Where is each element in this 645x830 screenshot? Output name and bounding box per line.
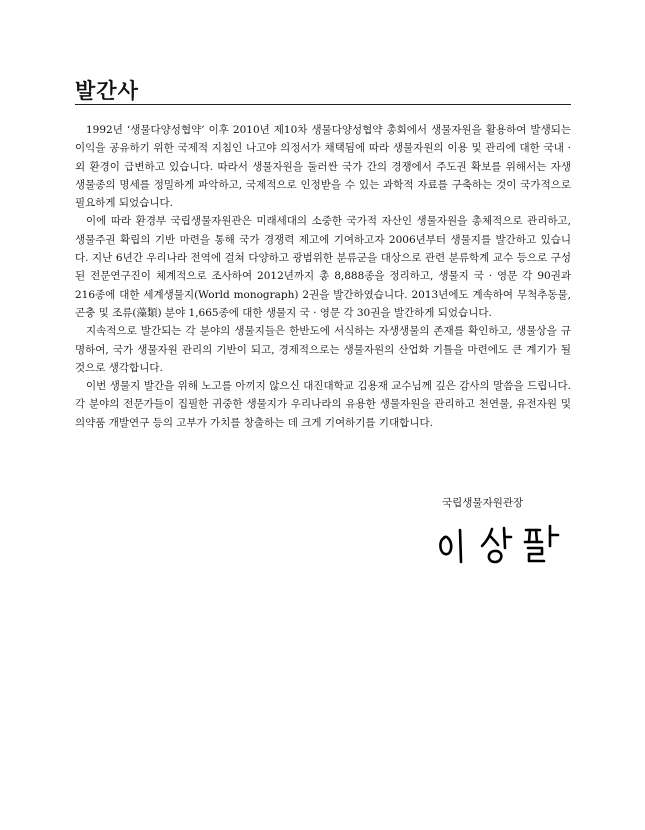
signatory-position: 국립생물자원관장 xyxy=(442,497,524,509)
handwritten-signature xyxy=(430,520,570,568)
document-body xyxy=(75,121,571,432)
paragraph: 이번 생물지 발간을 위해 노고를 아끼지 않으신 대진대학교 김용재 교수님께 깊은 감사의 말씀을 드립니다. 각 분야의 전문가들이 집필한 귀중한 생물지가 우리나라의 유용한 생물자원을 관리하고 천연물, 유전자원 및 의약품 개발연구 등의 고부가 가치를 창출하는 데 크게 기여하기를 기대합니다. xyxy=(75,380,571,429)
paragraph: 이에 따라 환경부 국립생물자원관은 미래세대의 소중한 국가적 자산인 생물자원을 총체적으로 관리하고, 생물주권 확립의 기반 마련을 통해 국가 경쟁력 제고에 기여하고자 2006년부터 생물지를 발간하고 있습니다. 지난 6년간 우리나라 전역에 걸쳐 다양하고 광범위한 분류군을 대상으로 관련 분류학계 교수 등으로 구성된 전문연구진이 체계적으로 조사하여 2012년까지 총 8,888종을 정리하고, 생물지 국 · 영문 각 90권과 216종에 대한 세계생물지(World monograph) 2권을 발간하였습니다. 2013년에도 계속하여 무척추동물, 곤충 및 조류(藻類) 분야 1,665종에 대한 생물지 국 · 영문 각 30권을 발간하게 되었습니다. xyxy=(75,215,571,319)
paragraph: 1992년 ‘생물다양성협약’ 이후 2010년 제10차 생물다양성협약 총회에서 생물자원을 활용하여 발생되는 이익을 공유하기 위한 국제적 지침인 나고야 의정서가 채택됨에 따라 생물자원의 이용 및 관리에 대한 국내 · 외 환경이 급변하고 있습니다. 따라서 생물자원을 둘러싼 국가 간의 경쟁에서 주도권 확보를 위해서는 자생 생물종의 명세를 정밀하게 파악하고, 국제적으로 인정받을 수 있는 과학적 자료를 구축하는 것이 국가적으로 필요하게 되었습니다. xyxy=(75,124,571,210)
paragraph: 지속적으로 발간되는 각 분야의 생물지들은 한반도에 서식하는 자생생물의 존재를 확인하고, 생물상을 규명하여, 국가 생물자원 관리의 기반이 되고, 경제적으로는 생물자원의 산업화 기틀을 마련에도 큰 계기가 될 것으로 생각합니다. xyxy=(75,325,571,374)
title-divider xyxy=(75,104,571,105)
page-title: 발간사 xyxy=(75,79,139,103)
